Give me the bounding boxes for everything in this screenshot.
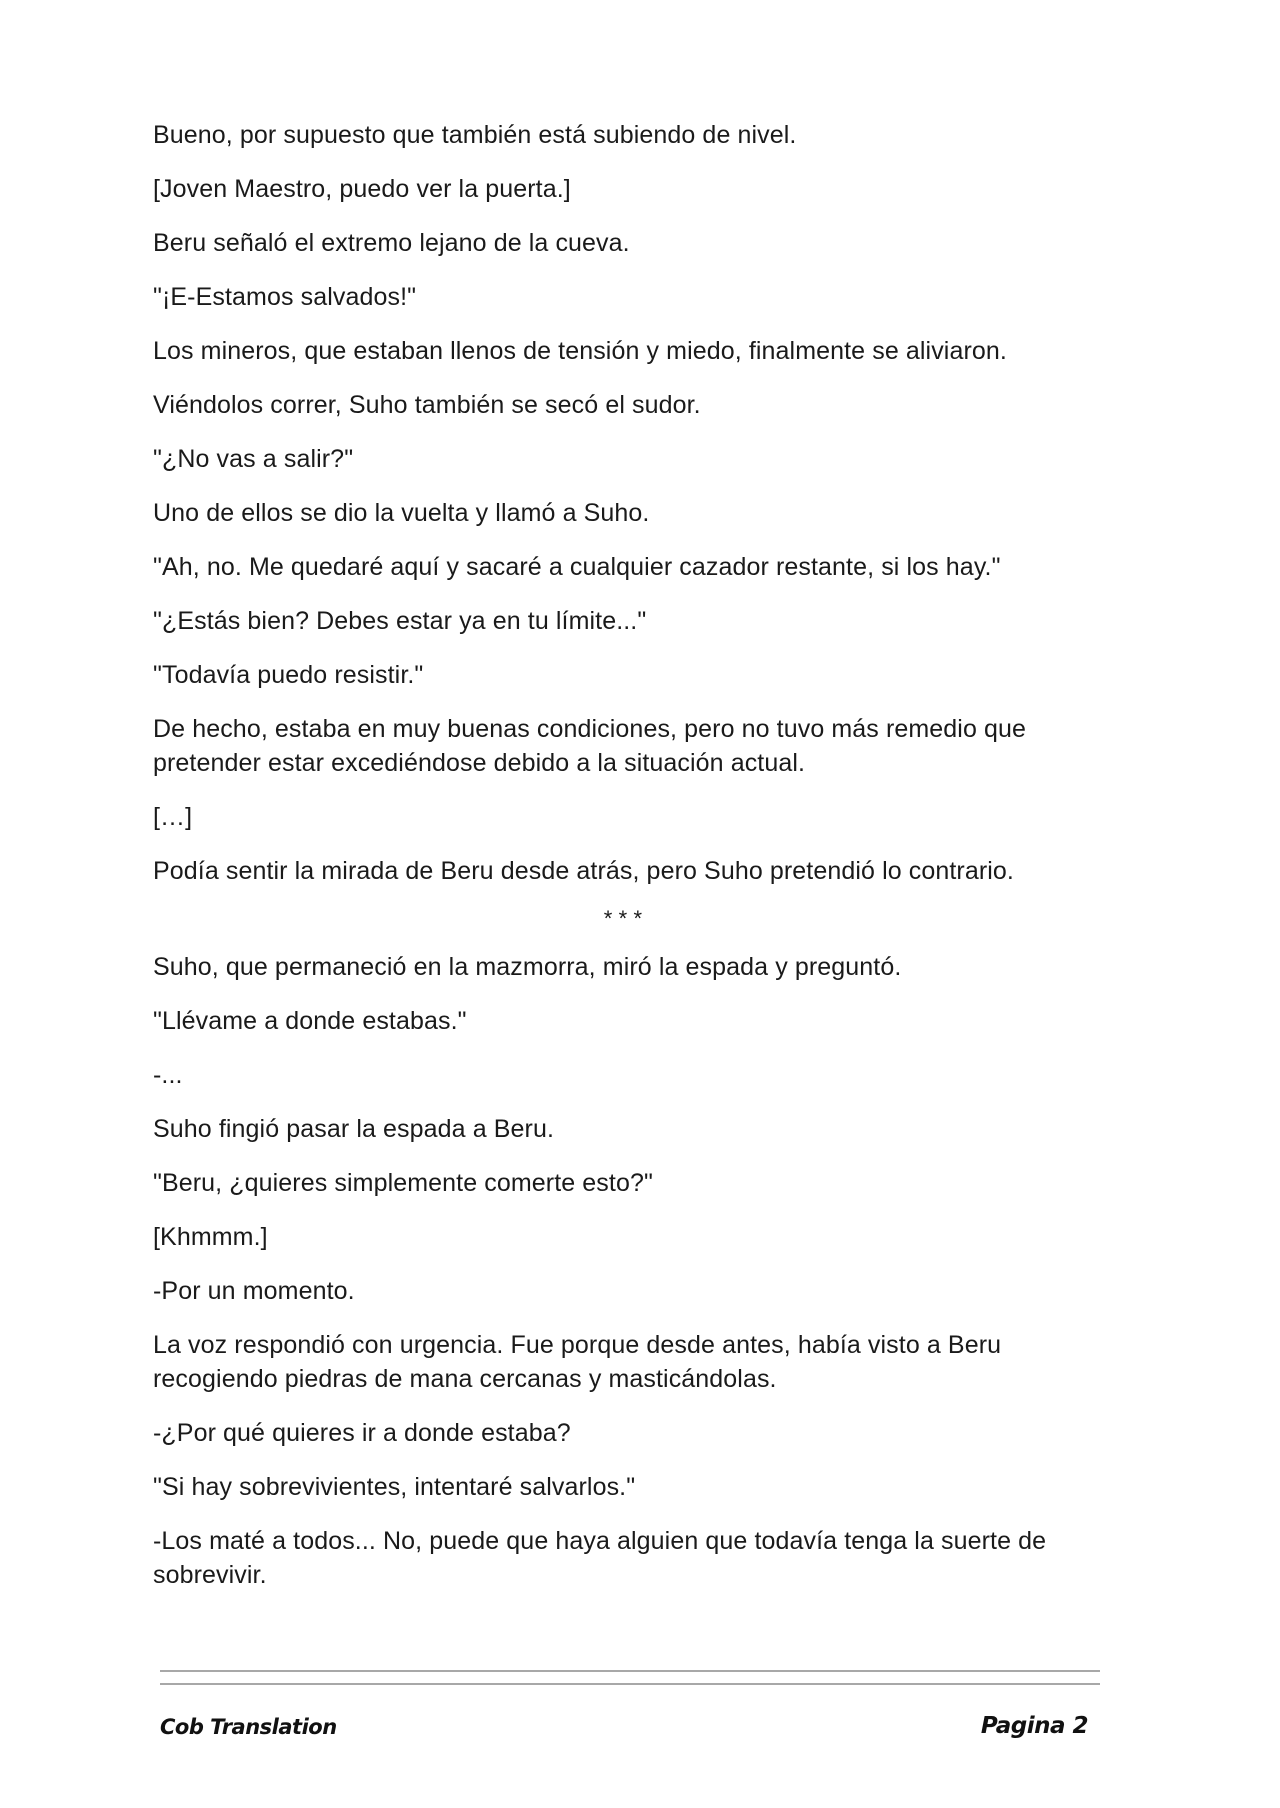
scene-break: * * *	[603, 906, 643, 931]
paragraph: Uno de ellos se dio la vuelta y llamó a Suho.	[153, 499, 650, 527]
footer-page-number: Pagina 2	[980, 1713, 1088, 1739]
paragraph: -...	[153, 1061, 183, 1089]
paragraph: -Por un momento.	[153, 1277, 355, 1305]
footer-divider-top	[160, 1670, 1100, 1672]
footer-divider-bottom	[160, 1683, 1100, 1685]
paragraph: Suho, que permaneció en la mazmorra, miró la espada y preguntó.	[153, 953, 902, 981]
paragraph: La voz respondió con urgencia. Fue porque desde antes, había visto a Beru recogiendo piedras de mana cercanas y masticándolas.	[153, 1331, 1002, 1393]
paragraph: "¿Estás bien? Debes estar ya en tu límite..."	[153, 607, 647, 635]
paragraph: -Los maté a todos... No, puede que haya alguien que todavía tenga la suerte de sobrevivir.	[153, 1527, 1047, 1589]
paragraph: Bueno, por supuesto que también está subiendo de nivel.	[153, 121, 797, 149]
paragraph: Viéndolos correr, Suho también se secó el sudor.	[153, 391, 701, 419]
paragraph: [Joven Maestro, puedo ver la puerta.]	[153, 175, 571, 203]
paragraph: "Llévame a donde estabas."	[153, 1007, 467, 1035]
paragraph: "Ah, no. Me quedaré aquí y sacaré a cualquier cazador restante, si los hay."	[153, 553, 1001, 581]
paragraph: Beru señaló el extremo lejano de la cueva.	[153, 229, 630, 257]
paragraph: Podía sentir la mirada de Beru desde atrás, pero Suho pretendió lo contrario.	[153, 857, 1014, 885]
paragraph: De hecho, estaba en muy buenas condiciones, pero no tuvo más remedio que pretender estar excediéndose debido a la situación actual.	[153, 715, 1027, 777]
paragraph: Suho fingió pasar la espada a Beru.	[153, 1115, 554, 1143]
paragraph: "¡E-Estamos salvados!"	[153, 283, 417, 311]
paragraph: -¿Por qué quieres ir a donde estaba?	[153, 1419, 571, 1447]
document-body	[153, 118, 1093, 1612]
paragraph: "Si hay sobrevivientes, intentaré salvarlos."	[153, 1473, 636, 1501]
footer-translator-credit: Cob Translation	[160, 1715, 337, 1739]
paragraph: Los mineros, que estaban llenos de tensión y miedo, finalmente se aliviaron.	[153, 337, 1007, 365]
paragraph: "Beru, ¿quieres simplemente comerte esto?"	[153, 1169, 653, 1197]
paragraph: [Khmmm.]	[153, 1223, 268, 1251]
paragraph: […]	[153, 803, 193, 831]
paragraph: "Todavía puedo resistir."	[153, 661, 424, 689]
paragraph: "¿No vas a salir?"	[153, 445, 354, 473]
